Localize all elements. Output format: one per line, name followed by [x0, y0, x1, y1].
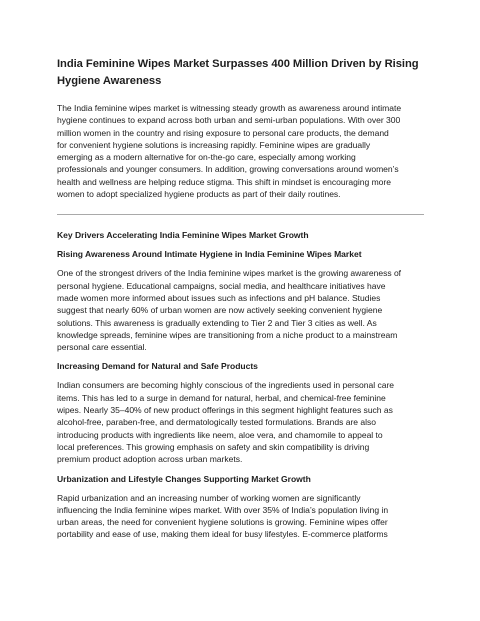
text-line: local preferences. This growing emphasis on safety and skin compatibility is driving [57, 441, 370, 452]
text-line: women to adopt specialized hygiene products as part of their daily routines. [57, 189, 341, 200]
text-line: Rapid urbanization and an increasing number of working women are significantly [57, 492, 361, 503]
text-line: urban areas, the need for convenient hygiene solutions is growing. Feminine wipes offer [57, 517, 388, 528]
section-divider [57, 214, 424, 215]
section-natural-products [57, 360, 424, 465]
section-heading: Increasing Demand for Natural and Safe Products [57, 361, 258, 372]
section-paragraph [57, 267, 424, 353]
article-title [57, 56, 424, 90]
drivers-heading: Key Drivers Accelerating India Feminine Wipes Market Growth [57, 230, 309, 241]
section-paragraph [57, 379, 424, 465]
section-heading: Urbanization and Lifestyle Changes Supporting Market Growth [57, 473, 311, 484]
title-line: India Feminine Wipes Market Surpasses 400 Million Driven by Rising [57, 58, 419, 70]
text-line: for convenient hygiene solutions is increasing rapidly. Feminine wipes are gradually [57, 139, 371, 150]
section-heading: Rising Awareness Around Intimate Hygiene in India Feminine Wipes Market [57, 249, 362, 260]
text-line: hygiene continues to expand across both urban and semi-urban populations. With over 300 [57, 115, 401, 126]
text-line: emerging as a modern alternative for on-the-go care, especially among working [57, 152, 356, 163]
text-line: personal hygiene. Educational campaigns, social media, and healthcare initiatives have [57, 280, 386, 291]
text-line: portability and ease of use, making them ideal for busy lifestyles. E-commerce platforms [57, 529, 388, 540]
title-line: Hygiene Awareness [57, 75, 162, 87]
text-line: health and wellness are helping reduce stigma. This shift in mindset is encouraging more [57, 176, 391, 187]
text-line: personal care essential. [57, 342, 147, 353]
text-line: introducing products with ingredients like neem, aloe vera, and chamomile to appeal to [57, 429, 383, 440]
text-line: Indian consumers are becoming highly conscious of the ingredients used in personal care [57, 380, 395, 391]
text-line: solutions. This awareness is gradually extending to Tier 2 and Tier 3 cities as well. As [57, 317, 377, 328]
text-line: The India feminine wipes market is witnessing steady growth as awareness around intimate [57, 103, 402, 113]
text-line: alcohol-free, paraben-free, and dermatologically tested formulations. Brands are also [57, 417, 376, 428]
text-line: made women more informed about issues such as infections and pH balance. Studies [57, 292, 381, 303]
text-line: knowledge spreads, feminine wipes are transitioning from a niche product to a mainstream [57, 329, 398, 340]
intro-paragraph [57, 102, 424, 200]
text-line: wipes. Nearly 35–40% of new product offerings in this segment highlight features such as [57, 405, 393, 416]
section-paragraph [57, 492, 424, 541]
text-line: items. This has led to a surge in demand for natural, herbal, and chemical-free feminine [57, 392, 386, 403]
section-awareness [57, 248, 424, 353]
text-line: premium product adoption across urban markets. [57, 454, 243, 465]
text-line: influencing the India feminine wipes market. With over 35% of India’s population living in [57, 504, 389, 515]
text-line: suggest that nearly 60% of urban women are now actively seeking convenient hygiene [57, 305, 383, 316]
text-line: million women in the country and rising exposure to personal care products, the demand [57, 127, 389, 138]
text-line: professionals and younger consumers. In addition, growing conversations around women’s [57, 164, 399, 175]
section-urbanization [57, 473, 424, 541]
text-line: One of the strongest drivers of the India feminine wipes market is the growing awareness of [57, 268, 402, 279]
